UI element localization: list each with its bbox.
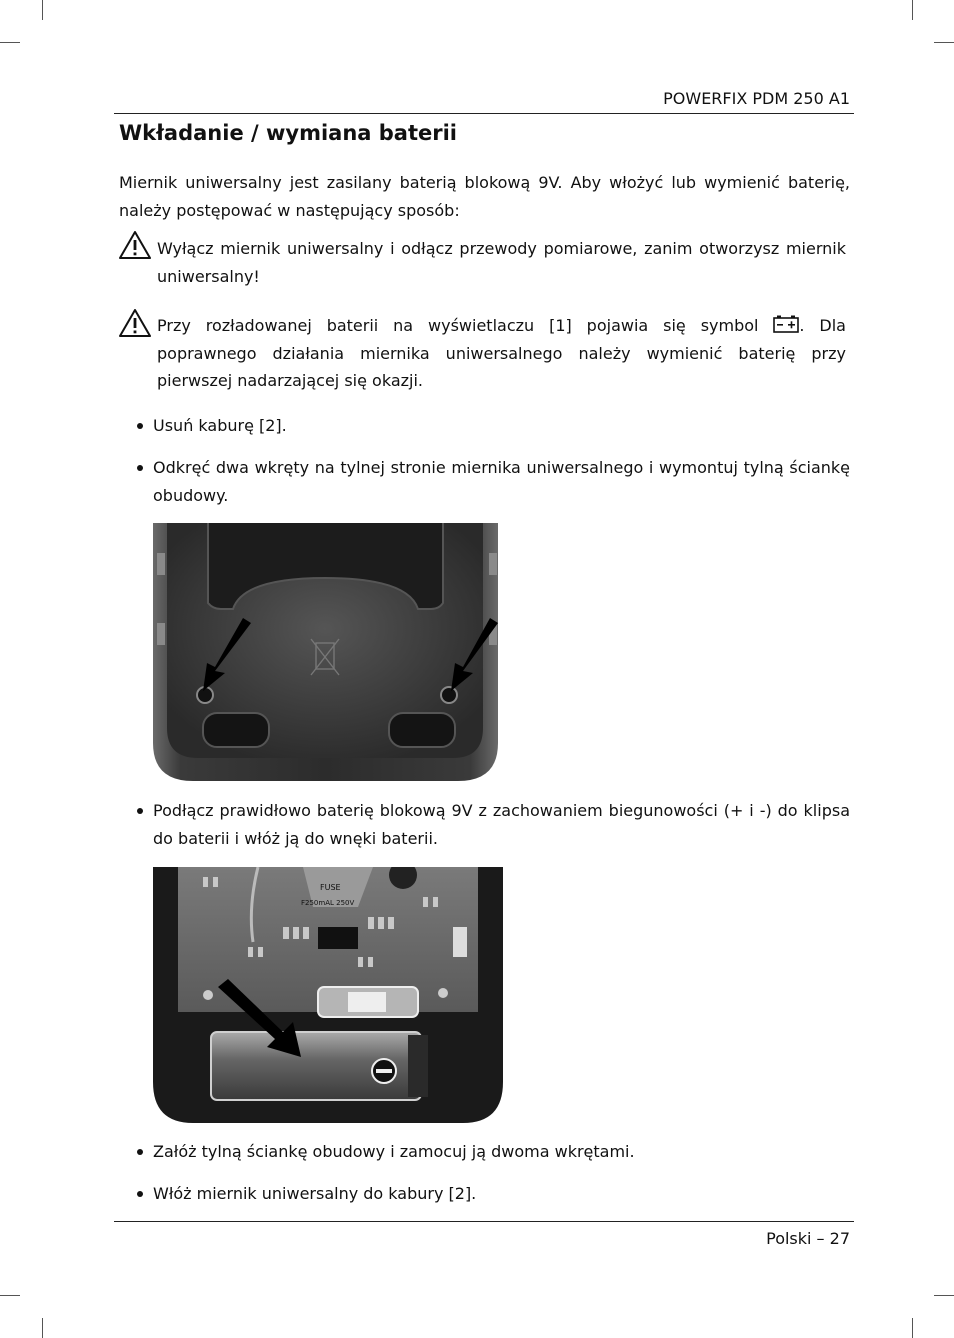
warning-icon xyxy=(118,230,152,260)
crop-mark xyxy=(0,1295,20,1296)
footer-rule xyxy=(114,1221,854,1222)
step-text: Podłącz prawidłowo baterię blokową 9V z zachowaniem biegunowości (+ i -) do klipsa do baterii i włóż ją do wnęki baterii. xyxy=(153,801,850,848)
running-header: POWERFIX PDM 250 A1 xyxy=(663,89,850,108)
step-text: Załóż tylną ściankę obudowy i zamocuj ją dwoma wkrętami. xyxy=(153,1142,635,1161)
crop-mark xyxy=(934,42,954,43)
intro-paragraph: Miernik uniwersalny jest zasilany baterią blokową 9V. Aby włożyć lub wymienić baterię, należy postępować w następujący sposób: xyxy=(119,173,850,220)
fuse-label: FUSE xyxy=(320,883,341,892)
bullet xyxy=(137,808,143,814)
warning-text: Wyłącz miernik uniwersalny i odłącz przewody pomiarowe, zanim otworzysz miernik uniwersalny! xyxy=(157,239,846,286)
bullet xyxy=(137,465,143,471)
photo-battery-compartment xyxy=(153,867,503,1123)
bullet xyxy=(137,1191,143,1197)
fuse-rating: F250mAL 250V xyxy=(301,899,355,907)
warning-icon xyxy=(118,308,152,338)
header-rule xyxy=(114,113,854,114)
crop-mark xyxy=(912,0,913,20)
warning-text: Przy rozładowanej baterii na wyświetlaczu [1] pojawia się symbol . Dla poprawnego działania miernika uniwersalnego należy wymienić baterię przy pierwszej nadarzającej się okazji. xyxy=(157,316,846,390)
section-title: Wkładanie / wymiana baterii xyxy=(119,121,457,145)
battery-low-icon xyxy=(773,315,799,333)
step-text: Odkręć dwa wkręty na tylnej stronie miernika uniwersalnego i wymontuj tylną ściankę obudowy. xyxy=(153,458,850,505)
step-text: Włóż miernik uniwersalny do kabury [2]. xyxy=(153,1184,477,1203)
photo-back-cover xyxy=(153,523,502,781)
bullet xyxy=(137,423,143,429)
crop-mark xyxy=(0,42,20,43)
bullet xyxy=(137,1149,143,1155)
crop-mark xyxy=(42,0,43,20)
page-number: Polski – 27 xyxy=(766,1229,850,1248)
step-text: Usuń kaburę [2]. xyxy=(153,416,287,435)
crop-mark xyxy=(912,1318,913,1338)
crop-mark xyxy=(934,1295,954,1296)
crop-mark xyxy=(42,1318,43,1338)
